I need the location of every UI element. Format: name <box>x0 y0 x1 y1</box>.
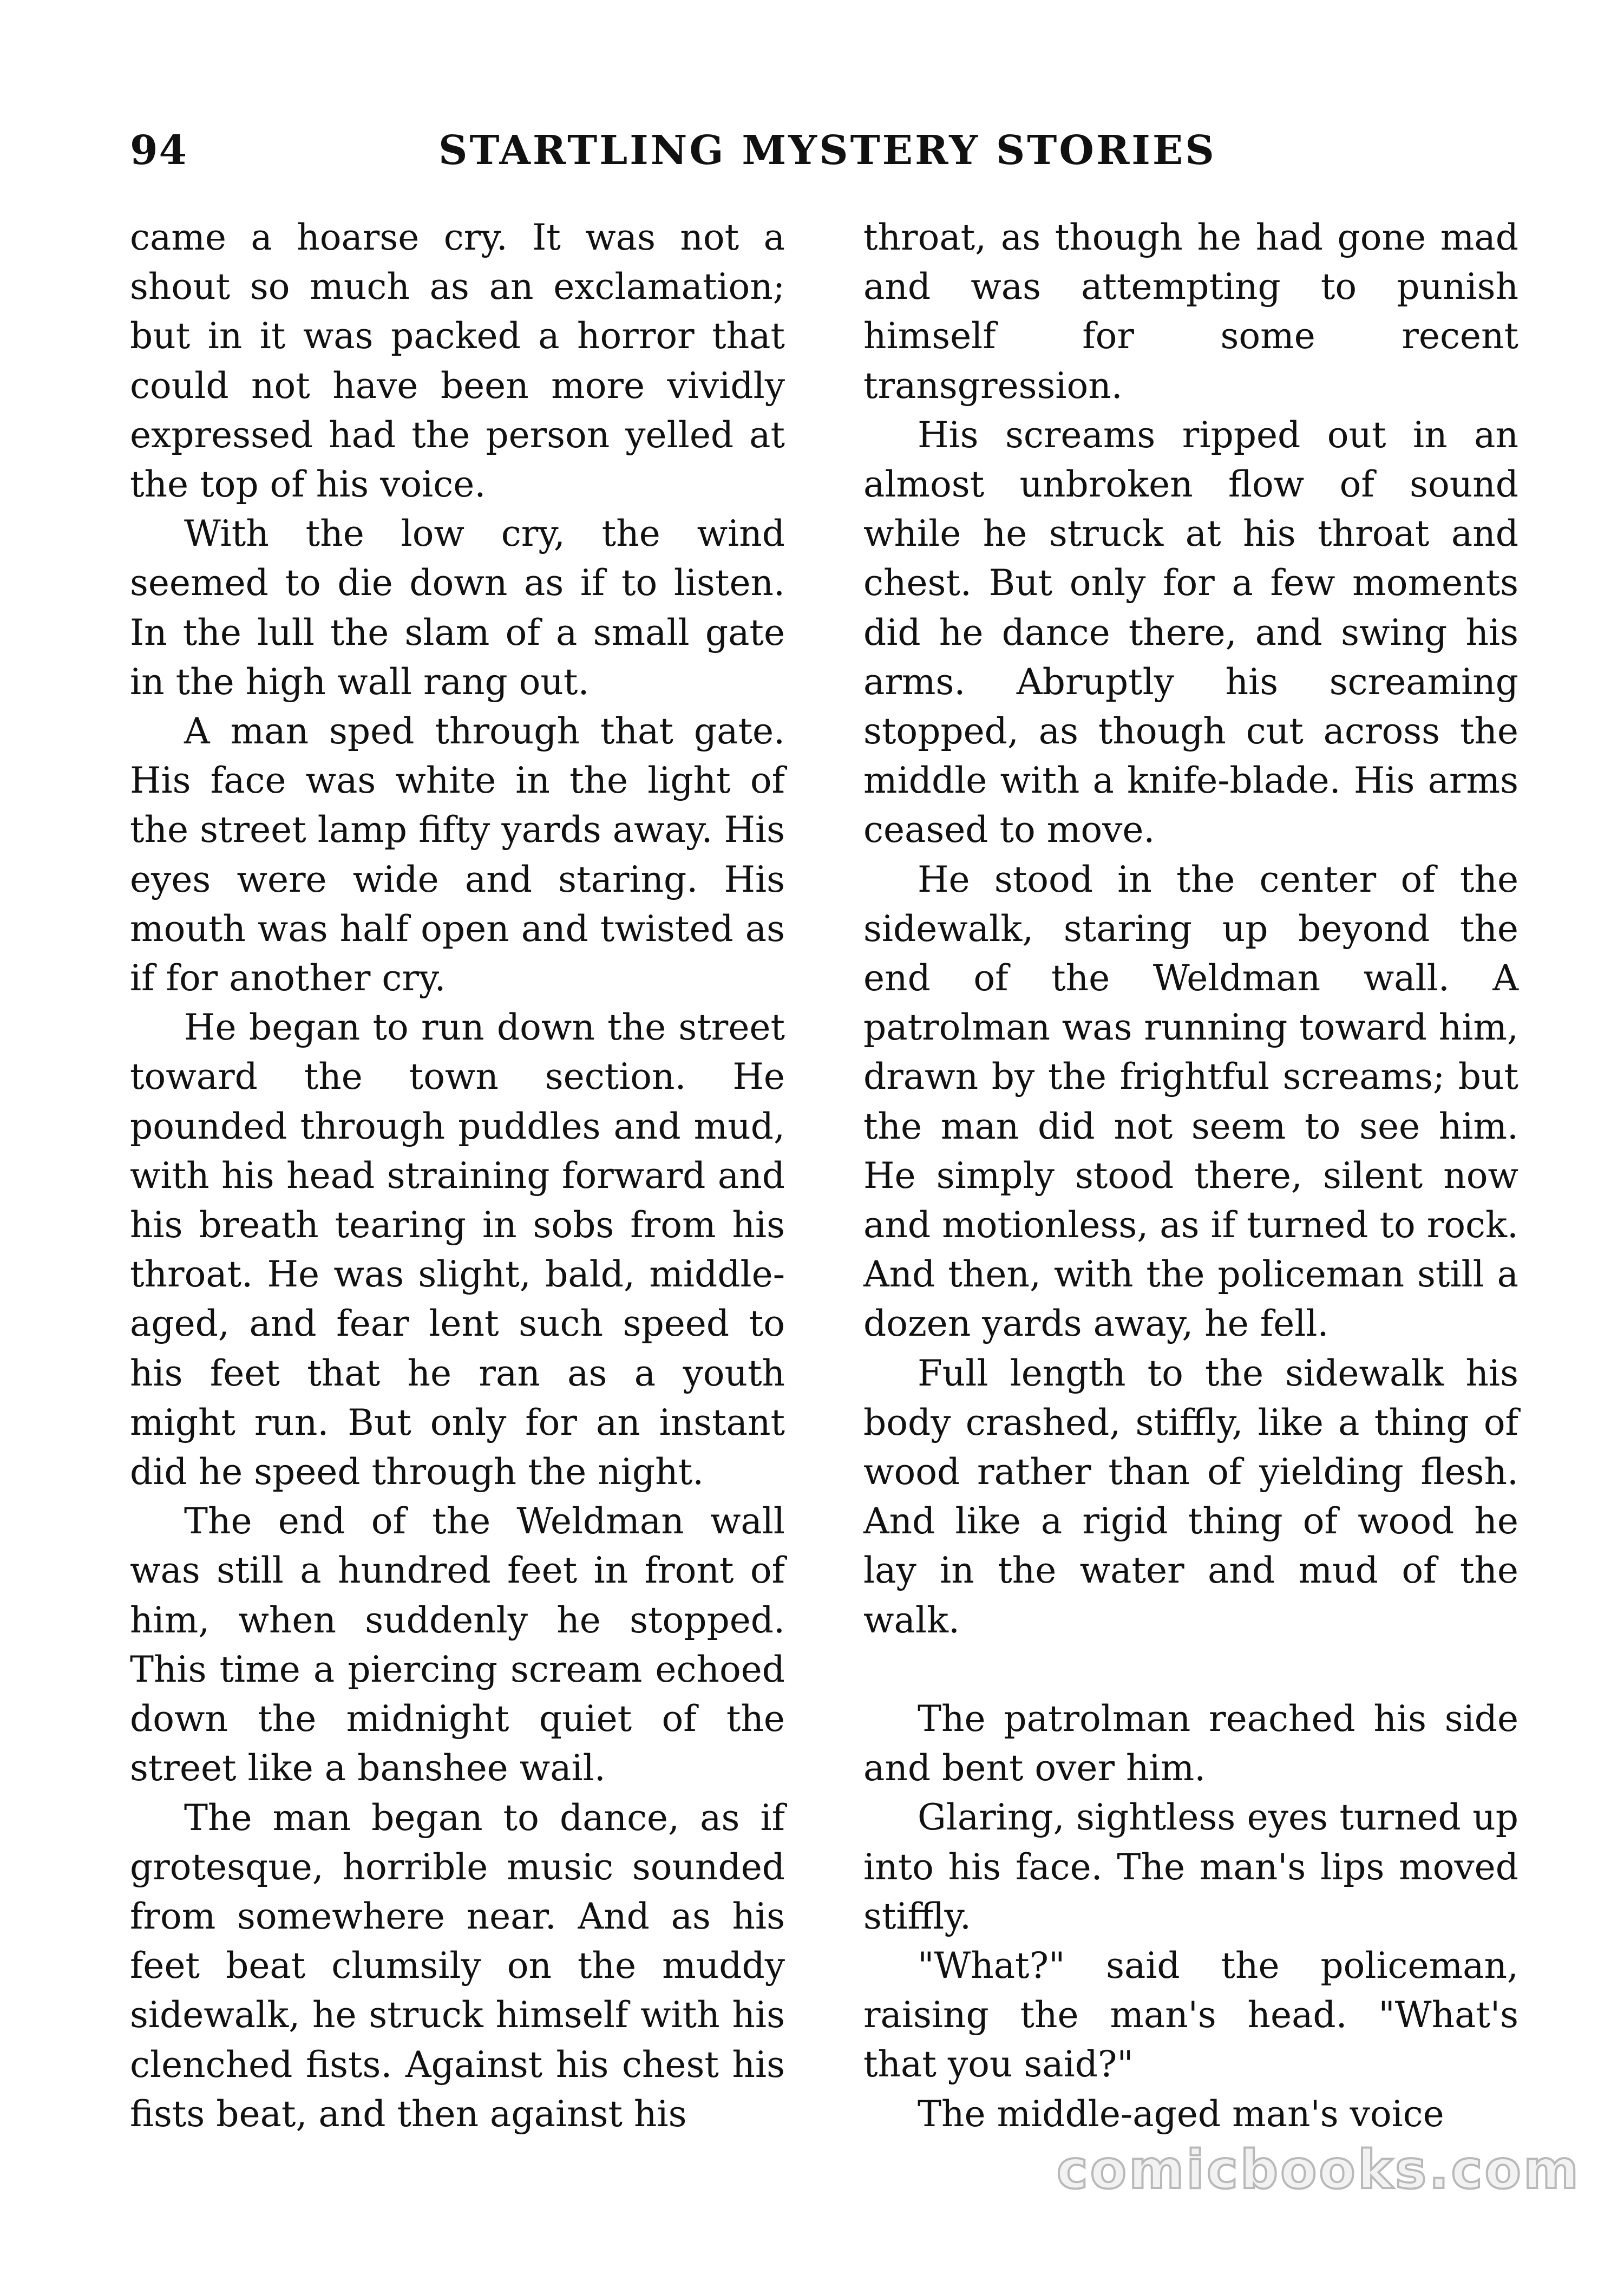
watermark-logo: comicbooks.com <box>1056 2139 1581 2201</box>
page-header <box>130 127 1508 187</box>
paragraph: throat, as though he had gone mad and was attempting to punish himself for some recent transgression. <box>863 217 1518 407</box>
paragraph: came a hoarse cry. It was not a shout so much as an exclamation; but in it was packed a horror that could not have been more vividly expressed had the person yelled at the top of his voice. <box>130 217 785 506</box>
paragraph: The middle-aged man's voice <box>918 2093 1444 2135</box>
text-column-right <box>863 213 1518 2139</box>
paragraph: "What?" said the policeman, raising the man's head. "What's that you said?" <box>863 1944 1518 2086</box>
paragraph: Full length to the sidewalk his body crashed, stiffly, like a thing of wood rather than of yielding flesh. And like a rigid thing of wood he lay in the water and mud of the walk. <box>863 1352 1518 1641</box>
paragraph: A man sped through that gate. His face was white in the light of the street lamp fifty yards away. His eyes were wide and staring. His mouth was half open and twisted as if for another cry. <box>130 710 785 999</box>
paragraph: He stood in the center of the sidewalk, staring up beyond the end of the Weldman wall. A patrolman was running toward him, drawn by the frightful screams; but the man did not seem to see him. He simply stood there, silent now and motionless, as if turned to rock. And then, with the policeman still a dozen yards away, he fell. <box>863 858 1518 1345</box>
paragraph: He began to run down the street toward the town section. He pounded through puddles and mud, with his head straining forward and his breath tearing in sobs from his throat. He was slight, bald, middle-aged, and fear lent such speed to his feet that he ran as a youth might run. But only for an instant did he speed through the night. <box>130 1007 785 1493</box>
page-number: 94 <box>130 127 188 174</box>
text-column-left <box>130 213 785 2139</box>
paragraph: The man began to dance, as if grotesque, horrible music sounded from somewhere near. And as his feet beat clumsily on the muddy sidewalk, he struck himself with his clenched fists. Against his chest his fists beat, and then against his <box>130 1796 785 2135</box>
paragraph: With the low cry, the wind seemed to die down as if to listen. In the lull the slam of a small gate in the high wall rang out. <box>130 513 785 703</box>
paragraph: The patrolman reached his side and bent over him. <box>863 1697 1518 1789</box>
paragraph: The end of the Weldman wall was still a hundred feet in front of him, when suddenly he stopped. This time a piercing scream echoed down the midnight quiet of the street like a banshee wail. <box>130 1500 785 1789</box>
paragraph: His screams ripped out in an almost unbroken flow of sound while he struck at his throat and chest. But only for a few moments did he dance there, and swing his arms. Abruptly his screaming stopped, as though cut across the middle with a knife-blade. His arms ceased to move. <box>863 414 1518 851</box>
running-title: STARTLING MYSTERY STORIES <box>438 127 1216 174</box>
paragraph: Glaring, sightless eyes turned up into his face. The man's lips moved stiffly. <box>863 1796 1518 1937</box>
